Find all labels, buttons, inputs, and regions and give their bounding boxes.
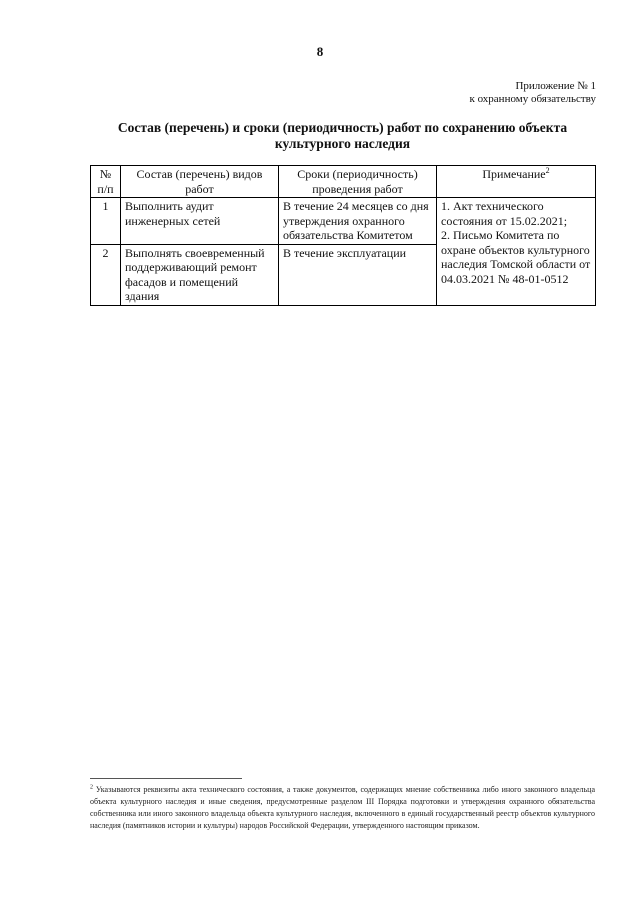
footnote-marker: 2 xyxy=(545,166,550,175)
row-works: Выполнять своевременный поддерживающий ремонт фасадов и помещений здания xyxy=(121,244,279,305)
works-table xyxy=(90,165,596,306)
footnote-number: 2 xyxy=(90,784,93,791)
appendix-reference xyxy=(469,80,596,106)
header-note xyxy=(437,166,596,198)
row-number: 1 xyxy=(91,198,121,245)
header-terms: Сроки (периодичность) проведения работ xyxy=(279,166,437,198)
table-header-row xyxy=(91,166,596,198)
header-number: № п/п xyxy=(91,166,121,198)
appendix-line-2: к охранному обязательству xyxy=(469,93,596,105)
footnote xyxy=(90,784,595,832)
header-works: Состав (перечень) видов работ xyxy=(121,166,279,198)
note-line-2: 2. Письмо Комитета по охране объектов культурного наследия Томской области от 04.03.2021 № 48-01-0512 xyxy=(441,228,591,286)
note-cell xyxy=(437,198,596,306)
document-title: Состав (перечень) и сроки (периодичность) работ по сохранению объекта культурного наследия xyxy=(117,120,568,151)
note-line-1: 1. Акт технического состояния от 15.02.2021; xyxy=(441,199,568,228)
page-number: 8 xyxy=(316,44,324,59)
footnote-text: Указываются реквизиты акта технического состояния, а также документов, содержащих мнение собственника либо иного законного владельца объекта культурного наследия и иные сведения, предусмотренные разделом III Порядка подготовки и утверждения охранного обязательства собственника или иного законного владельца объекта культурного наследия, включенного в единый государственный реестр объектов культурного наследия (памятников истории и культуры) народов Российской Федерации, утвержденного настоящим приказом. xyxy=(90,785,596,830)
table-row xyxy=(91,198,596,245)
row-terms: В течение эксплуатации xyxy=(279,244,437,305)
appendix-line-1: Приложение № 1 xyxy=(515,80,596,92)
row-works: Выполнить аудит инженерных сетей xyxy=(121,198,279,245)
row-terms: В течение 24 месяцев со дня утверждения охранного обязательства Комитетом xyxy=(279,198,437,245)
footnote-divider xyxy=(90,778,242,779)
row-number: 2 xyxy=(91,244,121,305)
header-note-label: Примечание xyxy=(482,167,546,181)
